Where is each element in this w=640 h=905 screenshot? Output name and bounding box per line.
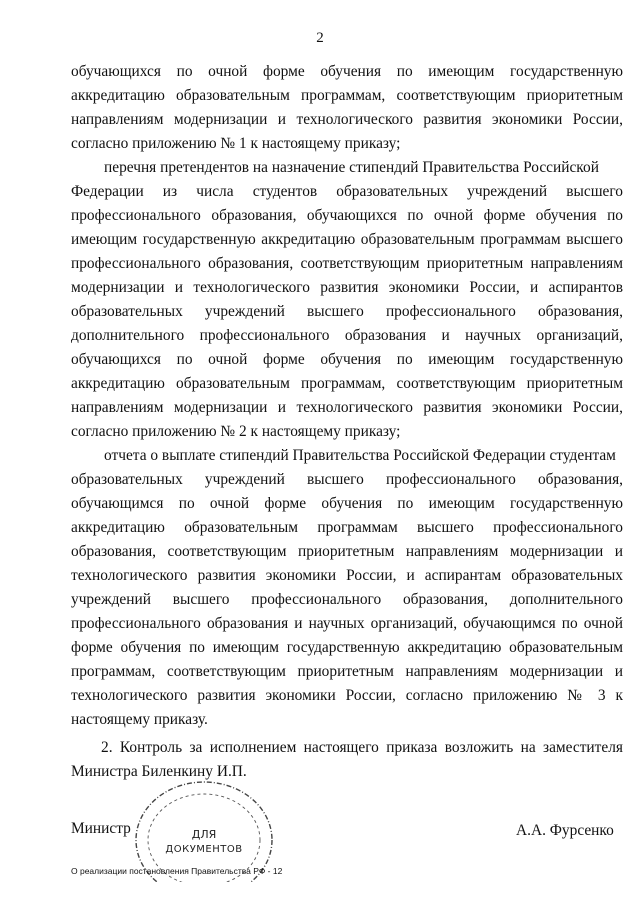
paragraph-first-line: отчета о выплате стипендий Правительства Российской Федерации студентам [104,447,616,464]
text-line: аккредитацию образовательным программам, соответствующим приоритетным [71,375,623,392]
signatory-name: А.А. Фурсенко [516,822,614,839]
text-line: форме обучения по имеющим государственную аккредитацию образовательным [71,639,623,656]
text-line: обучающихся по очной форме обучения по имеющим государственную [71,63,623,80]
text-line: программам, соответствующим приоритетным направлениям модернизации и [71,663,623,680]
text-line: аккредитацию образовательным программам высшего профессионального [71,519,623,536]
paragraph-first-line: перечня претендентов на назначение стипендий Правительства Российской [104,159,599,176]
text-line: учреждений высшего профессионального образования, дополнительного [71,591,623,608]
paragraph-first-line: 2. Контроль за исполнением настоящего приказа возложить на заместителя [101,739,623,756]
footer-note: О реализации постановления Правительства РФ - 12 [71,866,283,876]
text-line: технологического развития экономики России, согласно приложению № 3 к [71,687,623,704]
text-line: направлениям модернизации и технологического развития экономики России, [71,111,623,128]
stamp-text: ДЛЯ [191,828,217,841]
text-line: согласно приложению № 1 к настоящему приказу; [71,135,401,152]
text-line: образовательных учреждений высшего профессионального образования, [71,303,623,320]
text-line: настоящему приказу. [71,711,208,728]
text-line: обучающихся по очной форме обучения по имеющим государственную [71,351,623,368]
text-line: технологического развития экономики России, и аспирантам образовательных [71,567,623,584]
text-line: дополнительного профессионального образования и научных организаций, [71,327,623,344]
text-line: согласно приложению № 2 к настоящему приказу; [71,423,401,440]
text-line: профессионального образования и научных организаций, обучающимся по очной [71,615,623,632]
text-line: профессионального образования, обучающихся по очной форме обучения по [71,207,623,224]
text-line: Федерации из числа студентов образовательных учреждений высшего [71,183,623,200]
stamp-text: ДОКУМЕНТОВ [165,844,243,855]
text-line: обучающимся по очной форме обучения по имеющим государственную [71,495,623,512]
text-line: профессионального образования, соответствующим приоритетным направлениям [71,255,623,272]
signatory-title: Министр [71,820,131,837]
page-number: 2 [316,30,324,46]
text-line: образовательных учреждений высшего профессионального образования, [71,471,623,488]
text-line: направлениям модернизации и технологического развития экономики России, [71,399,623,416]
text-line: имеющим государственную аккредитацию образовательным программам высшего [71,231,623,248]
text-line: Министра Биленкину И.П. [71,763,247,780]
text-line: аккредитацию образовательным программам, соответствующим приоритетным [71,87,623,104]
text-line: образования, соответствующим приоритетным направлениям модернизации и [71,543,623,560]
text-line: модернизации и технологического развития экономики России, и аспирантов [71,279,623,296]
